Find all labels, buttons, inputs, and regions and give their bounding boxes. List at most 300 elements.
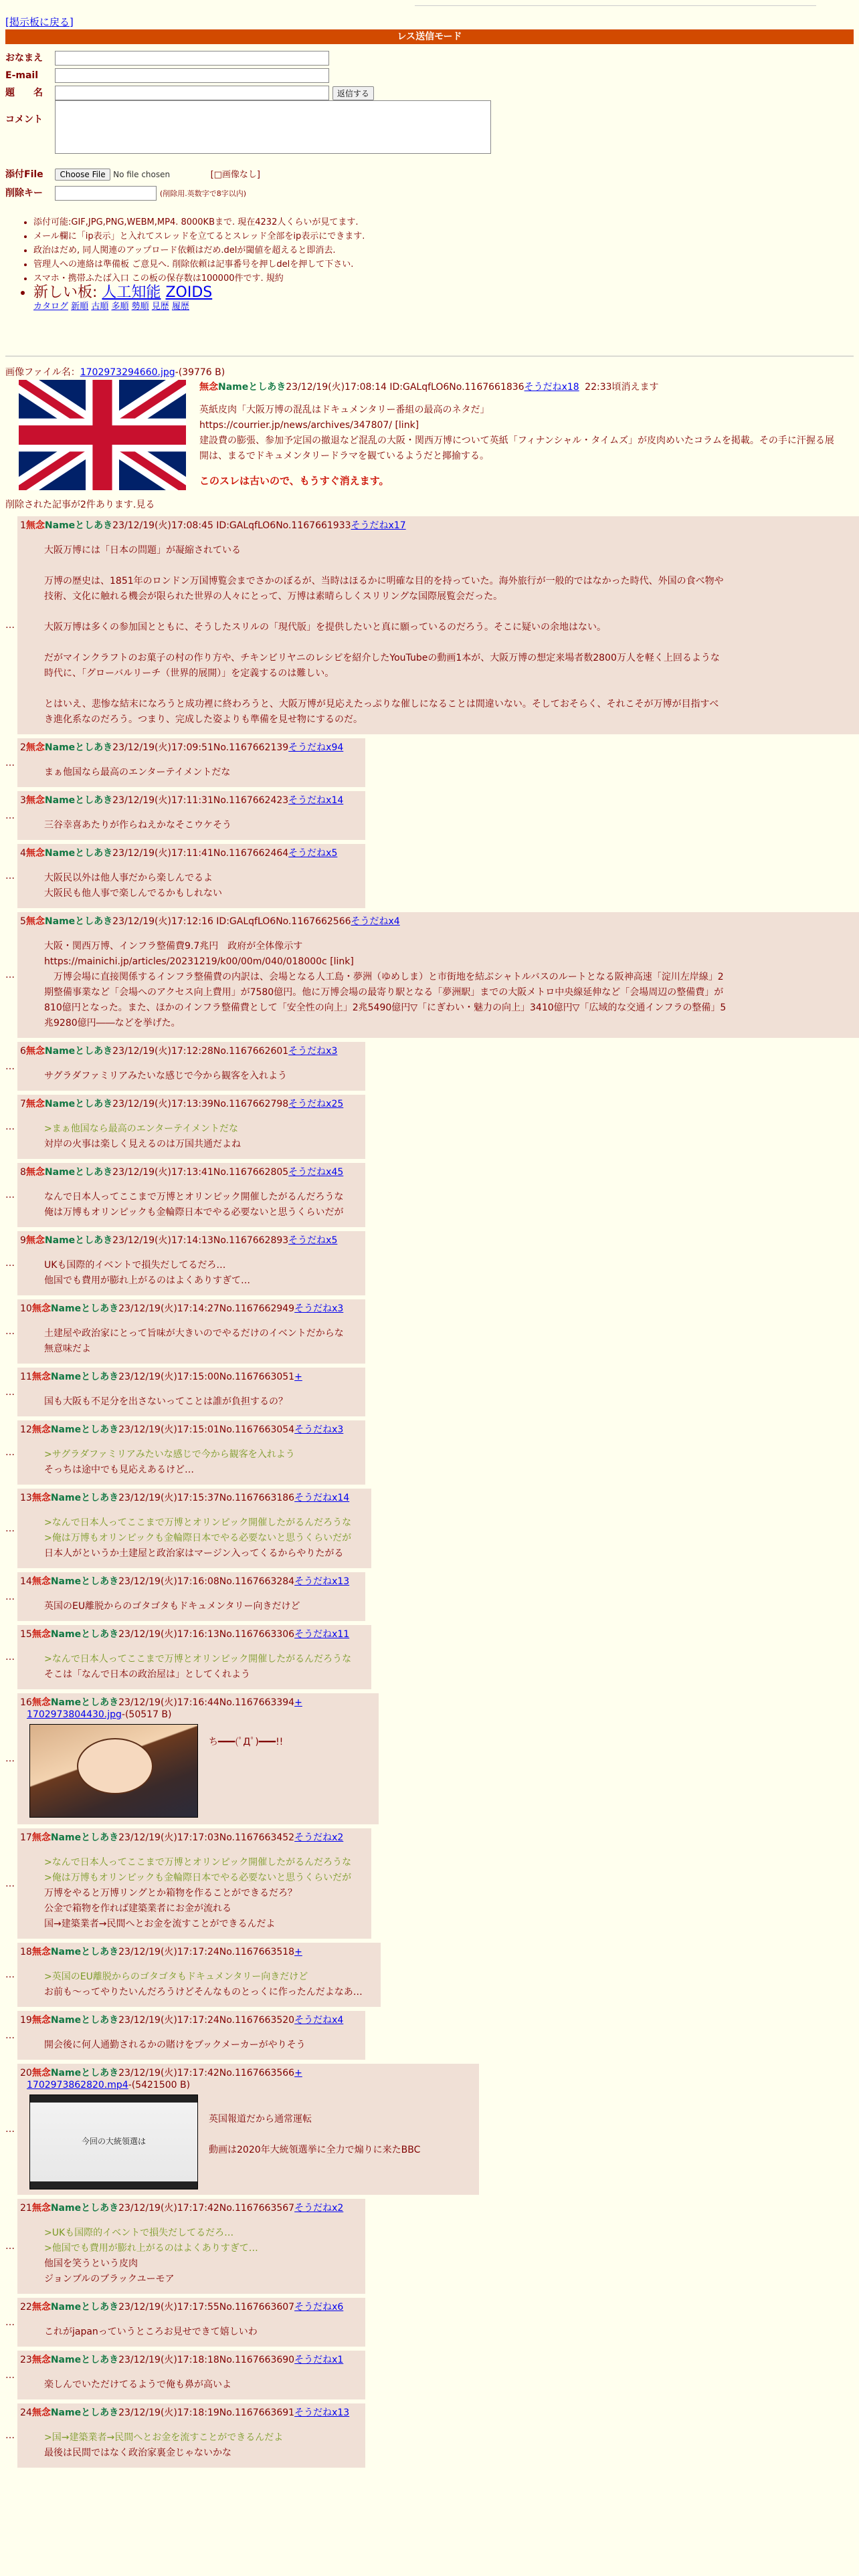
reply-line: 大阪民以外は他人事だから楽しんでるよ xyxy=(44,873,213,883)
reply-ellipsis: … xyxy=(5,2124,15,2135)
soudane-button[interactable]: + xyxy=(294,1947,302,1957)
reply-ellipsis: … xyxy=(5,1969,15,1980)
reply-post xyxy=(17,2403,365,2468)
reply-ellipsis: … xyxy=(5,2030,15,2041)
note-item: • 添付可能:GIF,JPG,PNG,WEBM,MP4. 8000KBまで. 現在4232人くらいが見てます. xyxy=(33,215,365,229)
reply-body xyxy=(44,543,724,728)
reply-header xyxy=(20,1044,337,1057)
board-link-ai[interactable]: 人工知能 xyxy=(102,284,161,301)
board-link-zoids[interactable]: ZOIDS xyxy=(165,284,213,301)
op-file-line xyxy=(5,365,225,379)
reply-body xyxy=(44,1652,351,1683)
submit-button[interactable]: 返信する xyxy=(332,86,374,100)
reply-datetime: 23/12/19(火)17:14:13No.1167662893 xyxy=(112,1235,289,1246)
op-file-label: 画像ファイル名： xyxy=(5,367,80,378)
catalog-link[interactable]: カタログ xyxy=(33,302,69,312)
reply-name: Nameとしあき xyxy=(44,520,113,531)
reply-title: 無念 xyxy=(31,2015,51,2026)
reply-name: Nameとしあき xyxy=(44,1235,113,1246)
reply-file-line xyxy=(27,2080,190,2090)
reply-ellipsis: … xyxy=(5,2369,15,2381)
reply-number: 19 xyxy=(20,2015,32,2026)
quote-line: >国→建築業者→民間へとお金を流すことができるんだよ xyxy=(44,2432,284,2443)
reply-datetime: 23/12/19(火)17:18:18No.1167663690 xyxy=(118,2355,295,2365)
reply-ellipsis: … xyxy=(5,1061,15,1072)
reply-datetime: 23/12/19(火)17:17:24No.1167663518 xyxy=(118,1947,295,1957)
reply-line xyxy=(209,2127,420,2143)
reply-ellipsis: … xyxy=(5,1591,15,1602)
reply-header xyxy=(20,793,343,807)
soudane-button[interactable]: そうだねx6 xyxy=(294,2302,344,2313)
viewed-history-link[interactable]: 見歴 xyxy=(151,302,169,312)
op-datetime: 23/12/19(火)17:08:14 ID:GALqfLO6No.1167661836 xyxy=(286,382,524,393)
top-rule xyxy=(415,5,816,6)
reply-line: 英国報道だから通常運転 xyxy=(209,2114,312,2125)
soudane-button[interactable]: そうだねx94 xyxy=(288,742,344,753)
reply-datetime: 23/12/19(火)17:17:42No.1167663567 xyxy=(118,2203,295,2214)
reply-ellipsis: … xyxy=(5,1258,15,1269)
reply-body xyxy=(44,1855,351,1932)
history-link[interactable]: 履歴 xyxy=(171,302,189,312)
op-expiry: 22:33頃消えます xyxy=(585,382,659,393)
reply-line: 楽しんでいただけてるようで俺も鼻が高いよ xyxy=(44,2379,231,2390)
reply-number: 5 xyxy=(20,916,26,927)
reply-header xyxy=(20,2300,343,2313)
reply-datetime: 23/12/19(火)17:09:51No.1167662139 xyxy=(112,742,289,753)
reply-line: 兆9280億円――などを挙げた。 xyxy=(44,1018,181,1029)
reply-file-size: -(5421500 B) xyxy=(128,2080,191,2090)
reply-line: 日本人がというか土建屋と政治家はマージン入ってくるからやりたがる xyxy=(44,1548,344,1559)
reply-datetime: 23/12/19(火)17:12:28No.1167662601 xyxy=(112,1046,289,1057)
reply-title: 無念 xyxy=(31,1576,51,1587)
reply-body xyxy=(44,818,231,833)
reply-line: だがマインクラフトのお菓子の村の作り方や、チキンビリヤニのレシピを紹介したYouTubeの動画1本が、大阪万博の想定来場者数2800万人を軽く上回るような xyxy=(44,653,720,663)
reply-header xyxy=(20,2353,343,2366)
reply-line: 国→建築業者→民間へとお金を流すことができるんだよ xyxy=(44,1919,276,1929)
reply-datetime: 23/12/19(火)17:13:41No.1167662805 xyxy=(112,1167,289,1178)
reply-name: Nameとしあき xyxy=(50,1697,119,1708)
reply-name: Nameとしあき xyxy=(50,1424,119,1435)
reply-line: 英国のEU離脱からのゴタゴタもドキュメンタリー向きだけど xyxy=(44,1601,300,1612)
reply-header xyxy=(20,1370,302,1383)
reply-post xyxy=(17,1095,365,1159)
reply-body xyxy=(44,2430,283,2461)
reply-body xyxy=(44,1121,241,1152)
reply-title: 無念 xyxy=(31,2355,51,2365)
reply-datetime: 23/12/19(火)17:11:41No.1167662464 xyxy=(112,848,289,859)
soudane-button[interactable]: そうだねx14 xyxy=(288,795,344,806)
soudane-button[interactable]: そうだねx4 xyxy=(294,2015,344,2026)
sort-old-link[interactable]: 古順 xyxy=(91,302,109,312)
delkey-label: 削除キー xyxy=(5,188,43,199)
reply-name: Nameとしあき xyxy=(50,2015,119,2026)
omitted-notice[interactable]: 削除された記事が2件あります.見る xyxy=(5,500,155,510)
reply-header xyxy=(20,2201,343,2214)
reply-title: 無念 xyxy=(31,1832,51,1843)
board-notes xyxy=(33,215,365,314)
reply-ellipsis: … xyxy=(5,620,15,631)
reply-title: 無念 xyxy=(31,1493,51,1503)
reply-body xyxy=(44,765,230,780)
quote-line: >俺は万博もオリンピックも金輪際日本でやる必要ないと思うくらいだが xyxy=(44,1872,352,1883)
reply-ellipsis: … xyxy=(5,1878,15,1889)
soudane-button[interactable]: そうだねx2 xyxy=(294,2203,344,2214)
reply-post xyxy=(17,1231,365,1295)
reply-post xyxy=(17,1368,365,1416)
reply-datetime: 23/12/19(火)17:12:16 ID:GALqfLO6No.1167662566 xyxy=(112,916,351,927)
reply-post xyxy=(17,1163,365,1227)
reply-number: 18 xyxy=(20,1947,32,1957)
reply-body xyxy=(44,939,726,1031)
reply-post xyxy=(17,2199,365,2294)
reply-body xyxy=(44,1069,287,1084)
op-file-link[interactable]: 1702973294660.jpg xyxy=(80,367,175,378)
reply-title: 無念 xyxy=(31,2068,51,2078)
reply-header xyxy=(20,518,406,532)
soudane-button[interactable]: そうだねx3 xyxy=(294,1303,344,1314)
reply-post xyxy=(17,2298,365,2347)
reply-body xyxy=(44,1326,344,1357)
reply-header xyxy=(20,2405,349,2419)
reply-body xyxy=(44,2377,231,2393)
reply-post xyxy=(17,2351,365,2399)
reply-datetime: 23/12/19(火)17:18:19No.1167663691 xyxy=(118,2407,295,2418)
reply-line: お前も〜ってやりたいんだろうけどそんなものとっくに作ったんだよなあ… xyxy=(44,1987,363,1998)
back-to-board-link[interactable]: [掲示板に戻る] xyxy=(5,16,74,28)
reply-header xyxy=(20,1627,349,1640)
reply-line: なんで日本人ってここまで万博とオリンピック開催したがるんだろうな xyxy=(44,1192,344,1202)
quote-line: >他国でも費用が膨れ上がるのはよくありすぎて… xyxy=(44,2243,258,2254)
reply-post xyxy=(17,1042,365,1091)
reply-datetime: 23/12/19(火)17:17:24No.1167663520 xyxy=(118,2015,295,2026)
soudane-button[interactable]: + xyxy=(294,2068,302,2078)
reply-line: 大阪民も他人事で楽しんでるかもしれない xyxy=(44,888,222,899)
reply-post xyxy=(17,844,365,908)
reply-header xyxy=(20,1574,349,1588)
reply-header xyxy=(20,1165,343,1178)
reply-line: 三谷幸喜あたりが作らねえかなそこウケそう xyxy=(44,820,231,831)
reply-line: き進化系なのだろう。つまり、完成した姿よりも準備を見せ物にするのだ。 xyxy=(44,714,363,725)
reply-name: Nameとしあき xyxy=(50,2355,119,2365)
reply-name: Nameとしあき xyxy=(44,795,113,806)
name-label: おなまえ xyxy=(5,53,43,64)
reply-number: 14 xyxy=(20,1576,32,1587)
reply-line: 他国でも費用が膨れ上がるのはよくありすぎて… xyxy=(44,1275,250,1286)
reply-post xyxy=(17,738,365,787)
note-item: • メール欄に「ip表示」と入れてスレッドを立てるとスレッド全部をip表示にできます. xyxy=(33,229,365,243)
reply-file-line xyxy=(27,1709,172,1720)
soudane-button[interactable]: そうだねx3 xyxy=(294,1424,344,1435)
reply-datetime: 23/12/19(火)17:16:44No.1167663394 xyxy=(118,1697,295,1708)
reply-line: 他国を笑うという皮肉 xyxy=(44,2258,138,2269)
reply-header xyxy=(20,1945,302,1958)
reply-title: 無念 xyxy=(25,916,45,927)
reply-line: 万博会場に直接関係するインフラ整備費の内訳は、会場となる人工島・夢洲（ゆめしま）と市街地を結ぶシャトルバスのルートとなる阪神高速「淀川左岸線」2 xyxy=(44,972,724,982)
reply-title: 無念 xyxy=(31,1697,51,1708)
soudane-button[interactable]: そうだねx13 xyxy=(294,1576,350,1587)
reply-body xyxy=(44,1515,351,1562)
reply-name: Nameとしあき xyxy=(50,2302,119,2313)
reply-line: 土建屋や政治家にとって旨味が大きいのでやるだけのイベントだからな xyxy=(44,1328,344,1339)
op-line: https://courrier.jp/news/archives/347807/ [link] xyxy=(199,420,419,431)
reply-mode-bar: レス送信モード xyxy=(5,29,854,44)
reply-header xyxy=(20,1491,349,1504)
email-label: E-mail xyxy=(5,70,39,81)
note-item: • 管理人への連絡は準備板 ご意見へ. 削除依頼は記事番号を押しdelを押して下さい. xyxy=(33,257,365,272)
email-input[interactable] xyxy=(55,68,329,83)
reply-name: Nameとしあき xyxy=(50,1303,119,1314)
comment-textarea[interactable] xyxy=(55,100,491,154)
reply-name: Nameとしあき xyxy=(50,1629,119,1640)
reply-name: Nameとしあき xyxy=(50,1576,119,1587)
reply-file-link[interactable]: 1702973862820.mp4 xyxy=(27,2080,128,2090)
reply-ellipsis: … xyxy=(5,2430,15,2441)
reply-video-thumbnail[interactable] xyxy=(29,2095,198,2189)
sort-speed-link[interactable]: 勢順 xyxy=(131,302,149,312)
reply-line: そっちは途中でも見応えあるけど… xyxy=(44,1465,194,1475)
reply-datetime: 23/12/19(火)17:16:13No.1167663306 xyxy=(118,1629,295,1640)
reply-name: Nameとしあき xyxy=(50,2407,119,2418)
reply-name: Nameとしあき xyxy=(44,916,113,927)
note-item: • スマホ・携帯ふたば入口 この板の保存数は100000件です. 規約 xyxy=(33,272,365,286)
file-label: 添付File xyxy=(5,169,43,180)
reply-header xyxy=(20,1695,302,1709)
reply-datetime: 23/12/19(火)17:08:45 ID:GALqfLO6No.1167661933 xyxy=(112,520,351,531)
reply-line: 国も大阪も不足分を出さないってことは誰が負担するの？ xyxy=(44,1396,288,1407)
reply-name: Nameとしあき xyxy=(50,1493,119,1503)
reply-line: ジョンブルのブラックユーモア xyxy=(44,2274,175,2284)
reply-number: 22 xyxy=(20,2302,32,2313)
op-line: 建設費の膨張、参加予定国の撤退など混乱の大阪・関西万博について英紙「フィナンシャル・タイムズ」が皮肉めいたコラムを掲載。その手に汗握る展開は、まるでドキュメンタリードラマを観ているようだと揶揄する。 xyxy=(199,435,834,461)
reply-number: 24 xyxy=(20,2407,32,2418)
reply-name: Nameとしあき xyxy=(50,1947,119,1957)
reply-title: 無念 xyxy=(25,795,45,806)
reply-number: 13 xyxy=(20,1493,32,1503)
reply-line: 俺は万博もオリンピックも金輪際日本でやる必要ないと思うくらいだが xyxy=(44,1207,344,1218)
reply-header xyxy=(20,740,343,754)
subject-input[interactable] xyxy=(55,86,329,100)
reply-ellipsis: … xyxy=(5,1326,15,1337)
reply-name: Nameとしあき xyxy=(44,742,113,753)
reply-header xyxy=(20,2066,302,2079)
note-item: • 政治はだめ, 同人関連のアップロード依頼はだめ.delが閾値を超えると即消去. xyxy=(33,243,365,257)
reply-datetime: 23/12/19(火)17:17:03No.1167663452 xyxy=(118,1832,295,1843)
reply-image-thumbnail[interactable] xyxy=(29,1724,198,1818)
op-file-size: -(39776 B) xyxy=(175,367,225,378)
sort-many-link[interactable]: 多順 xyxy=(111,302,129,312)
soudane-button[interactable]: そうだねx5 xyxy=(288,1235,338,1246)
reply-header xyxy=(20,846,337,859)
reply-line: 時代に、「グローバルリーチ（世界的展開）」を定義するのは難しい。 xyxy=(44,668,335,679)
reply-datetime: 23/12/19(火)17:15:01No.1167663054 xyxy=(118,1424,295,1435)
reply-body xyxy=(44,2038,306,2053)
reply-line: 開会後に何人通勤されるかの賭けをブックメーカーがやりそう xyxy=(44,2040,306,2050)
reply-title: 無念 xyxy=(25,1099,45,1109)
reply-header xyxy=(20,1233,337,1247)
reply-post xyxy=(17,1420,365,1485)
reply-header xyxy=(20,1422,343,1436)
new-board-prefix: 新しい板: xyxy=(33,284,98,301)
choose-file-button[interactable]: Choose File xyxy=(55,169,110,181)
reply-name: Nameとしあき xyxy=(44,848,113,859)
quote-line: >まぁ他国なら最高のエンターテイメントだな xyxy=(44,1123,239,1134)
reply-title: 無念 xyxy=(25,848,45,859)
reply-post xyxy=(17,1943,381,2007)
reply-post xyxy=(17,1299,365,1364)
reply-line: そこは「なんで日本の政治屋は」としてくれよう xyxy=(44,1669,250,1680)
reply-body xyxy=(44,1969,363,2000)
reply-datetime: 23/12/19(火)17:14:27No.1167662949 xyxy=(118,1303,295,1314)
reply-line: 万博をやると万博リングとか箱物を作ることができるだろ？ xyxy=(44,1888,297,1899)
soudane-button[interactable]: + xyxy=(294,1372,302,1382)
delkey-input[interactable] xyxy=(55,186,157,201)
soudane-button[interactable]: そうだねx45 xyxy=(288,1167,344,1178)
reply-line xyxy=(44,558,724,574)
reply-title: 無念 xyxy=(25,520,45,531)
reply-datetime: 23/12/19(火)17:15:00No.1167663051 xyxy=(118,1372,295,1382)
reply-post xyxy=(17,2064,479,2195)
reply-post xyxy=(17,1693,379,1824)
op-image-union-jack[interactable] xyxy=(19,380,186,490)
reply-number: 20 xyxy=(20,2068,32,2078)
soudane-button[interactable]: そうだねx5 xyxy=(288,848,338,859)
reply-ellipsis: … xyxy=(5,1523,15,1534)
reply-line: 最後は民間ではなく政治家裏金じゃないかな xyxy=(44,2448,231,2458)
reply-body xyxy=(209,2112,420,2158)
reply-number: 8 xyxy=(20,1167,26,1178)
reply-file-size: -(50517 B) xyxy=(121,1709,172,1720)
delkey-note: (削除用.英数字で8字以内) xyxy=(159,189,246,198)
reply-name: Nameとしあき xyxy=(50,2203,119,2214)
soudane-button[interactable]: そうだねx1 xyxy=(294,2355,344,2365)
reply-post xyxy=(17,912,859,1038)
reply-datetime: 23/12/19(火)17:16:08No.1167663284 xyxy=(118,1576,295,1587)
sort-new-link[interactable]: 新順 xyxy=(71,302,89,312)
subject-label: 題 名 xyxy=(5,88,43,98)
no-file-text: No file chosen xyxy=(113,170,171,179)
reply-line: UKも国際的イベントで損失だしてるだろ… xyxy=(44,1260,226,1271)
reply-line: 810億円となった。また、ほかのインフラ整備費として「安全性の向上」2兆5490億円▽「にぎわい・魅力の向上」3410億円▽「広域的な交通インフラの整備」5 xyxy=(44,1002,727,1013)
reply-number: 2 xyxy=(20,742,26,753)
reply-ellipsis: … xyxy=(5,1753,15,1764)
reply-ellipsis: … xyxy=(5,970,15,980)
reply-line: 公金で箱物を作れば建築業者にお金が流れる xyxy=(44,1903,231,1914)
soudane-button[interactable]: そうだねx25 xyxy=(288,1099,344,1109)
reply-title: 無念 xyxy=(25,742,45,753)
quote-line: >UKも国際的イベントで損失だしてるだろ… xyxy=(44,2228,234,2238)
new-board-item xyxy=(33,286,365,300)
reply-title: 無念 xyxy=(25,1167,45,1178)
reply-ellipsis: … xyxy=(5,1447,15,1458)
soudane-button[interactable]: + xyxy=(294,1697,302,1708)
reply-header xyxy=(20,1830,343,1844)
anime-face-icon xyxy=(77,1738,153,1794)
reply-title: 無念 xyxy=(31,1372,51,1382)
reply-line: ち━━━(ﾟДﾟ)━━━!! xyxy=(209,1737,284,1747)
soudane-button[interactable]: そうだねx3 xyxy=(288,1046,338,1057)
op-title: 無念 xyxy=(199,382,218,393)
soudane-button[interactable]: そうだねx11 xyxy=(294,1629,350,1640)
reply-title: 無念 xyxy=(25,1235,45,1246)
reply-line: 大阪万博は多くの参加国とともに、そうしたスリルの「現代版」を提供したいと真に願っているのだろう。そこに疑いの余地はない。 xyxy=(44,622,606,633)
reply-number: 23 xyxy=(20,2355,32,2365)
reply-post xyxy=(17,1572,365,1621)
reply-header xyxy=(20,2013,343,2026)
op-body xyxy=(199,403,842,489)
reply-header xyxy=(20,1301,343,1315)
quote-line: >サグラダファミリアみたいな感じで今から観客を入れよう xyxy=(44,1449,295,1460)
reply-number: 3 xyxy=(20,795,26,806)
reply-body xyxy=(44,2226,258,2287)
op-line: 英紙皮肉「大阪万博の混乱はドキュメンタリー番組の最高のネタだ」 xyxy=(199,405,490,415)
reply-header xyxy=(20,1097,343,1110)
reply-number: 11 xyxy=(20,1372,32,1382)
soudane-button[interactable]: そうだねx2 xyxy=(294,1832,344,1843)
reply-line xyxy=(44,635,724,651)
reply-ellipsis: … xyxy=(5,1190,15,1200)
reply-number: 7 xyxy=(20,1099,26,1109)
reply-line: 期整備事業など「会場へのアクセス向上費用」が7580億円。他に万博会場の最寄り駅となる「夢洲駅」までの大阪メトロ中央線延伸など「会場周辺の整備費」が xyxy=(44,987,724,998)
soudane-button[interactable]: そうだねx17 xyxy=(351,520,406,531)
quote-line: >なんで日本人ってここまで万博とオリンピック開催したがるんだろうな xyxy=(44,1517,352,1528)
reply-number: 1 xyxy=(20,520,26,531)
op-soudane-button[interactable]: そうだねx18 xyxy=(524,382,579,393)
video-caption: 今回の大統領選は xyxy=(81,2137,146,2146)
reply-name: Nameとしあき xyxy=(44,1046,113,1057)
reply-body xyxy=(209,1735,283,1750)
reply-line: これがjapanっていうところお見せできて嬉しいわ xyxy=(44,2327,258,2337)
comment-label: コメント xyxy=(5,114,43,125)
reply-number: 10 xyxy=(20,1303,32,1314)
reply-ellipsis: … xyxy=(5,757,15,768)
reply-body xyxy=(44,871,222,901)
soudane-button[interactable]: そうだねx14 xyxy=(294,1493,350,1503)
reply-ellipsis: … xyxy=(5,1121,15,1132)
reply-file-link[interactable]: 1702973804430.jpg xyxy=(27,1709,122,1720)
reply-ellipsis: … xyxy=(5,810,15,821)
name-input[interactable] xyxy=(55,51,329,66)
reply-name: Nameとしあき xyxy=(50,1832,119,1843)
reply-title: 無念 xyxy=(31,1947,51,1957)
reply-post xyxy=(17,1625,371,1689)
quote-line: >俺は万博もオリンピックも金輪際日本でやる必要ないと思うくらいだが xyxy=(44,1533,352,1543)
reply-body xyxy=(44,1394,288,1410)
op-name: Nameとしあき xyxy=(218,382,286,393)
reply-datetime: 23/12/19(火)17:11:31No.1167662423 xyxy=(112,795,289,806)
reply-line: 大阪・関西万博、インフラ整備費9.7兆円 政府が全体像示す xyxy=(44,941,303,952)
reply-number: 15 xyxy=(20,1629,32,1640)
reply-body xyxy=(44,1190,343,1220)
reply-body xyxy=(44,1599,300,1614)
soudane-button[interactable]: そうだねx13 xyxy=(294,2407,350,2418)
board-links xyxy=(33,300,365,314)
reply-body xyxy=(44,2325,258,2340)
quote-line: >なんで日本人ってここまで万博とオリンピック開催したがるんだろうな xyxy=(44,1857,352,1868)
reply-title: 無念 xyxy=(31,1629,51,1640)
reply-body xyxy=(44,1447,295,1478)
reply-datetime: 23/12/19(火)17:13:39No.1167662798 xyxy=(112,1099,289,1109)
soudane-button[interactable]: そうだねx4 xyxy=(351,916,400,927)
reply-name: Nameとしあき xyxy=(50,2068,119,2078)
reply-title: 無念 xyxy=(31,1424,51,1435)
quote-line: >なんで日本人ってここまで万博とオリンピック開催したがるんだろうな xyxy=(44,1654,352,1665)
reply-name: Nameとしあき xyxy=(50,1372,119,1382)
no-image-checkbox[interactable]: [□画像なし] xyxy=(210,170,261,180)
reply-line: 無意味だよ xyxy=(44,1344,91,1354)
reply-number: 9 xyxy=(20,1235,26,1246)
reply-number: 21 xyxy=(20,2203,32,2214)
reply-post xyxy=(17,1828,371,1939)
